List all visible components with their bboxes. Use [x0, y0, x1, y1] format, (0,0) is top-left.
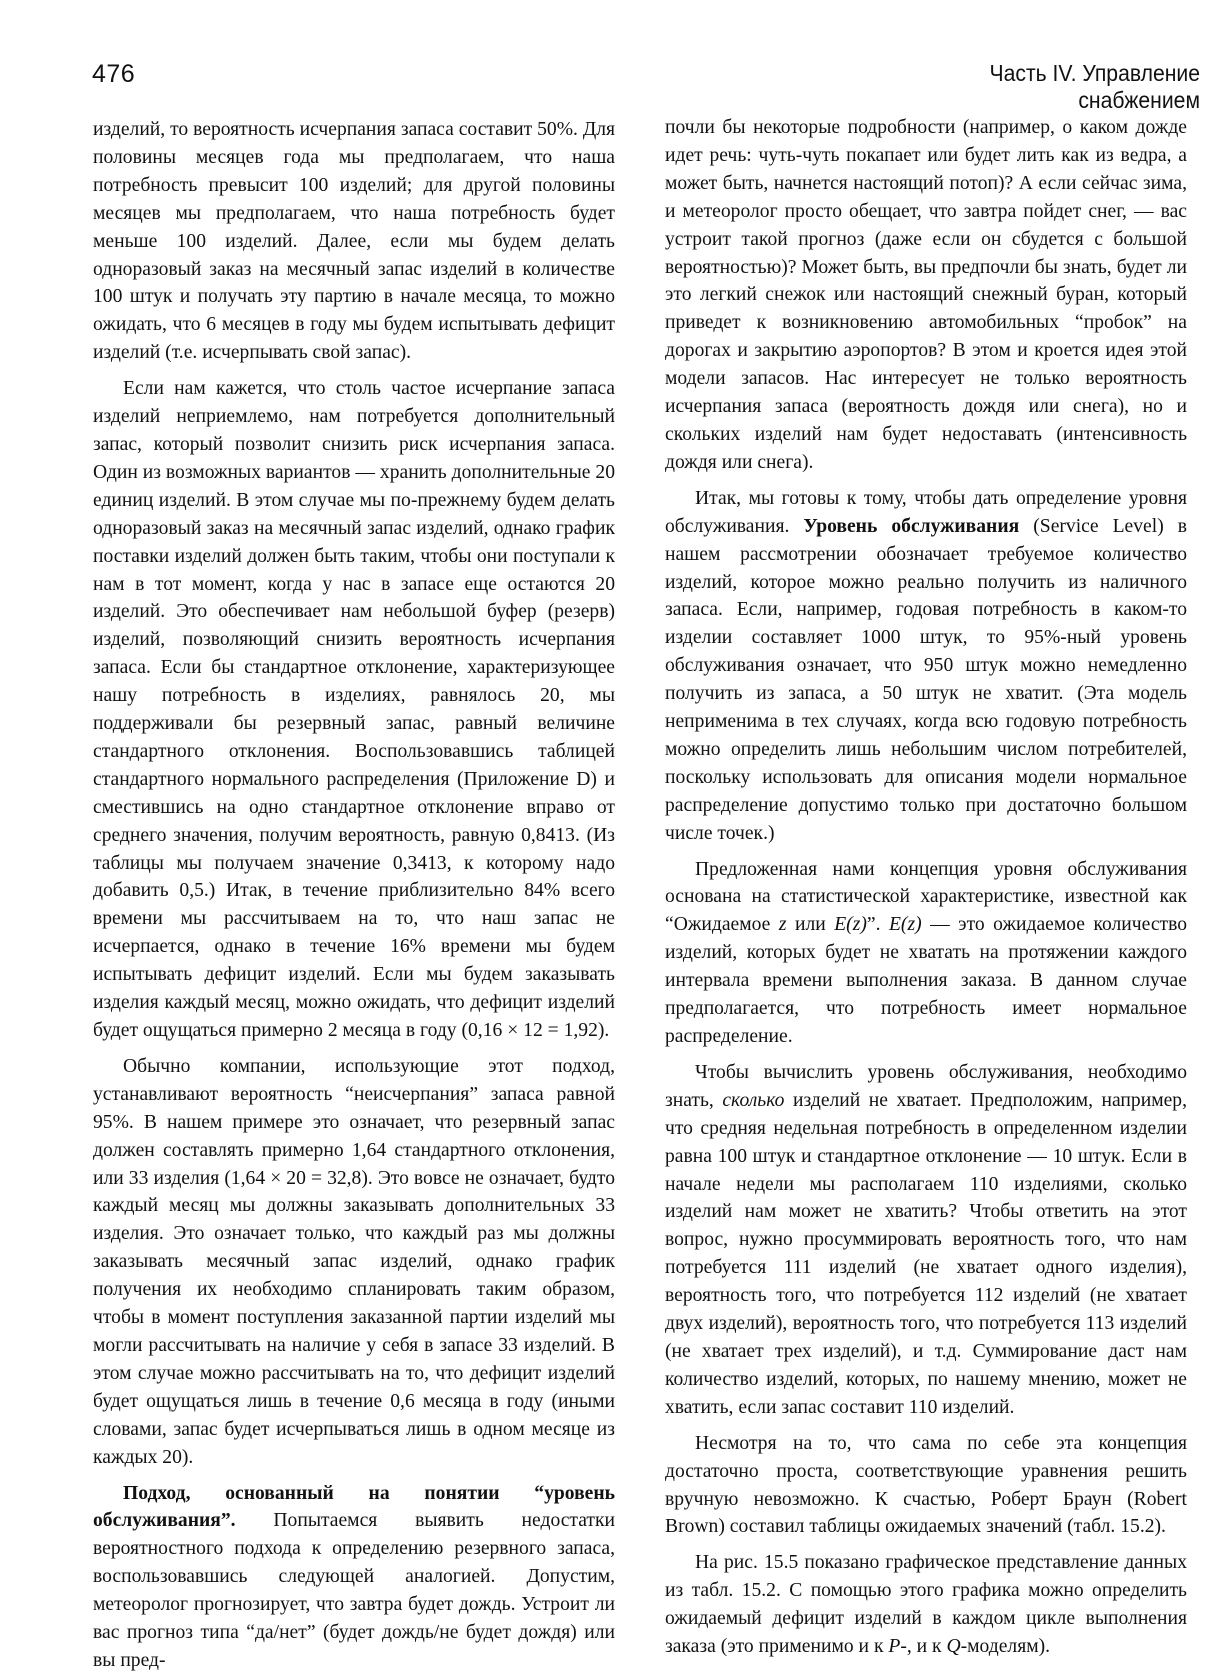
- paragraph: [665, 485, 1187, 848]
- paragraph-text: Попытаемся выявить недостатки вероятностного подхода к определению резервного запаса, воспользовавшись следующей аналогией. Допустим, метеоролог прогнозирует, что завтра будет дождь. Устроит ли вас прогноз типа “да/нет” (будет дождь/не будет дождя) или вы пред-: [93, 1510, 615, 1671]
- page-number: 476: [92, 60, 136, 88]
- paragraph: [93, 1480, 615, 1675]
- paragraph: почли бы некоторые подробности (например, о каком дожде идет речь: чуть-чуть покапает или будет лить как из ведра, а может быть, начнется настоящий потоп)? А если сейчас зима, и метеоролог просто обещает, что завтра пойдет снег, — вас устроит такой прогноз (даже если он сбудется с большой вероятностью)? Может быть, вы предпочли бы знать, будет ли это легкий снежок или настоящий снежный буран, который приведет к возникновению автомобильных “пробок” на дорогах и закрытию аэропортов? В этом и кроется идея этой модели запасов. Нас интересует не только вероятность исчерпания запаса (вероятность дождя или снега), но и скольких изделий нам будет недоставать (интенсивность дождя или снега).: [665, 117, 1187, 473]
- paragraph: [665, 1549, 1187, 1661]
- math-var: P: [888, 1636, 901, 1658]
- paragraph: изделий, то вероятность исчерпания запаса составит 50%. Для половины месяцев года мы предполагаем, что наша потребность превысит 100 изделий; для другой половины месяцев мы предполагаем, что наша потребность будет меньше 100 изделий. Далее, если мы будем делать одноразовый заказ на месячный запас изделий в количестве 100 штук и получать эту партию в начале месяца, то можно ожидать, что 6 месяцев в году мы будем испытывать дефицит изделий (т.е. исчерпывать свой запас).: [93, 119, 615, 364]
- paragraph-text: — это ожидаемое количество изделий, которых будет не хватать на протяжении каждого интервала времени выполнения заказа. В данном случае предполагается, что потребность имеет нормальное распределение.: [665, 914, 1188, 1047]
- math-expr: E(z): [888, 914, 922, 936]
- right-column: [665, 114, 1187, 1661]
- paragraph: Обычно компании, использующие этот подход, устанавливают вероятность “неисчерпания” запаса равной 95%. В нашем примере это означает, что резервный запас должен составлять примерно 1,64 стандартного отклонения, или 33 изделия (1,64 × 20 = 32,8). Это вовсе не означает, будто каждый месяц мы должны заказывать дополнительных 33 изделия. Это означает только, что каждый раз мы должны заказывать месячный запас изделий, однако график получения их необходимо спланировать таким образом, чтобы в момент поступления заказанной партии изделий мы могли рассчитывать на наличие у себя в запасе 33 изделий. В этом случае можно рассчитывать на то, что дефицит изделий будет ощущаться лишь в течение 0,6 месяца в году (иными словами, запас будет исчерпываться лишь в одном месяце из каждых 20).: [93, 1055, 615, 1468]
- math-var: z: [778, 914, 787, 936]
- paragraph-text: ”.: [866, 914, 889, 936]
- paragraph-text: или: [786, 914, 835, 936]
- paragraph-text: Чтобы вычислить уровень обслуживания, необходимо знать,: [665, 1061, 1187, 1111]
- defined-term: Уровень обслуживания: [803, 515, 1020, 537]
- paragraph-text: Предложенная нами концепция уровня обслуживания основана на статистической характеристике, известной как “Ожидаемое: [665, 858, 1187, 936]
- paragraph-text: изделий не хватает. Предположим, например, что средняя недельная потребность в определенном изделии равна 100 штук и стандартное отклонение — 10 штук. Если в начале недели мы располагаем 110 изделиями, сколько изделий нам может не хватить? Чтобы ответить на этот вопрос, нужно просуммировать вероятность того, что нам потребуется 111 изделий (не хватает одного изделия), вероятность того, что потребуется 112 изделий (не хватает двух изделий), вероятность того, что потребуется 113 изделий (не хватает трех изделий), и т.д. Суммирование даст нам количество изделий, которых, по нашему мнению, может не хватить, если запас составит 110 изделий.: [665, 1089, 1187, 1418]
- left-column: [93, 116, 615, 1675]
- paragraph-text: (Service Level) в нашем рассмотрении обозначает требуемое количество изделий, которое можно реально получить из наличного запаса. Если, например, годовая потребность в каком-то изделии составляет 1000 штук, то 95%-ный уровень обслуживания означает, что 950 штук можно немедленно получить из запаса, а 50 штук не хватит. (Эта модель неприменима в тех случаях, когда всю годовую потребность можно определить лишь небольшим числом потребителей, поскольку использовать для описания модели нормальное распределение допустимо только при достаточно большом числе точек.): [665, 515, 1188, 844]
- math-expr: E(z): [834, 914, 867, 936]
- paragraph: [665, 1059, 1187, 1422]
- paragraph: Если нам кажется, что столь частое исчерпание запаса изделий неприемлемо, нам потребуется дополнительный запас, который позволит снизить риск исчерпания запаса. Один из возможных вариантов — хранить дополнительные 20 единиц изделий. В этом случае мы по-прежнему будем делать одноразовый заказ на месячный запас изделий, однако график поставки изделий должен быть таким, чтобы они поступали к нам в тот момент, когда у нас в запасе еще остаются 20 изделий. Это обеспечивает нам небольшой буфер (резерв) изделий, позволяющий снизить вероятность исчерпания запаса. Если бы стандартное отклонение, характеризующее нашу потребность в изделиях, равнялось 20, мы поддерживали бы резервный запас, равный величине стандартного отклонения. Воспользовавшись таблицей стандартного нормального распределения (Приложение D) и сместившись на одно стандартное отклонение вправо от среднего значения, получим вероятность, равную 0,8413. (Из таблицы мы получаем значение 0,3413, к которому надо добавить 0,5.) Итак, в течение приблизительно 84% всего времени мы рассчитываем на то, что наш запас не исчерпается, однако в течение 16% времени мы будем испытывать дефицит изделий. Если мы будем заказывать изделия каждый месяц, можно ожидать, что дефицит изделий будет ощущаться примерно 2 месяца в году (0,16 × 12 = 1,92).: [93, 378, 615, 1041]
- paragraph: [665, 856, 1187, 1051]
- running-head: Часть IV. Управление снабжением: [989, 60, 1200, 113]
- section-run-in-heading: Подход, основанный на понятии “уровень обслуживания”.: [93, 1482, 615, 1532]
- paragraph-text: -, и к: [900, 1636, 947, 1658]
- paragraph-text: Итак, мы готовы к тому, чтобы дать определение уровня обслуживания.: [665, 487, 1187, 537]
- paragraph: Несмотря на то, что сама по себе эта концепция достаточно проста, соответствующие уравнения решить вручную невозможно. К счастью, Роберт Браун (Robert Brown) составил таблицы ожидаемых значений (табл. 15.2).: [665, 1432, 1187, 1538]
- paragraph-text: -моделям).: [960, 1636, 1051, 1658]
- emphasis: сколько: [722, 1089, 785, 1111]
- paragraph-text: На рис. 15.5 показано графическое представление данных из табл. 15.2. С помощью этого графика можно определить ожидаемый дефицит изделий в каждом цикле выполнения заказа (это применимо и к: [665, 1552, 1187, 1658]
- math-var: Q: [946, 1636, 961, 1658]
